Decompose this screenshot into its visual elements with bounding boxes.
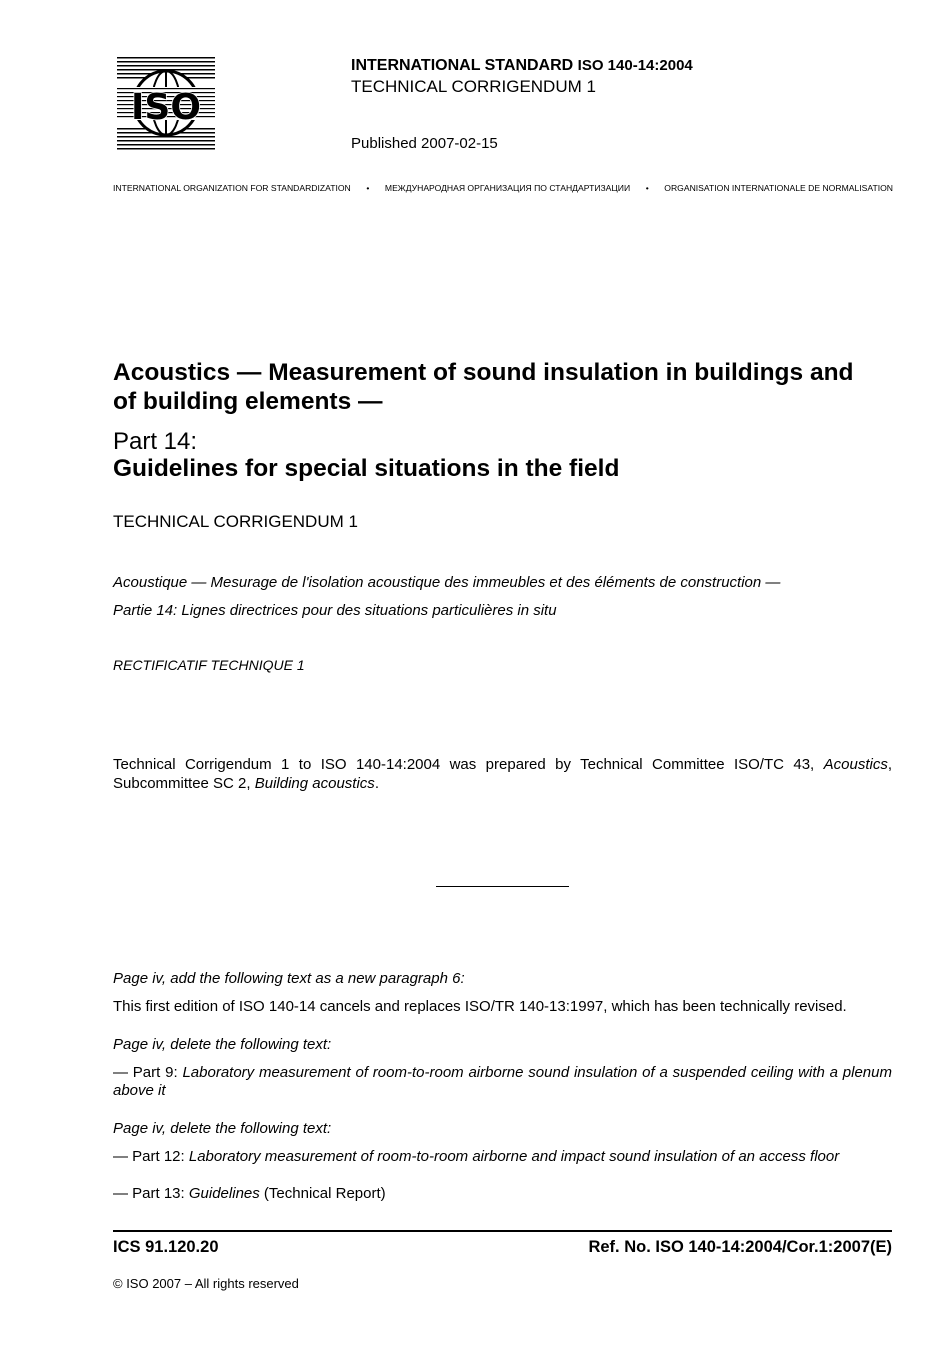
published-date: Published 2007-02-15 — [351, 135, 498, 152]
header-subtitle: TECHNICAL CORRIGENDUM 1 — [351, 77, 596, 96]
copyright: © ISO 2007 – All rights reserved — [113, 1276, 299, 1291]
correction-1-text: This first edition of ISO 140-14 cancels and replaces ISO/TR 140-13:1997, which has been technically revised. — [113, 998, 847, 1015]
french-title-line-1: Acoustique — Mesurage de l'isolation acoustique des immeubles et des éléments de construction — — [113, 574, 781, 591]
correction-4-title: Guidelines — [188, 1185, 260, 1202]
prep-text-1: Technical Corrigendum 1 to ISO 140-14:2004 was prepared by Technical Committee ISO/TC 43, — [113, 756, 824, 773]
correction-2-title: Laboratory measurement of room-to-room airborne sound insulation of a suspended ceiling with a plenum above it — [113, 1064, 892, 1099]
prep-committee: Acoustics — [823, 756, 888, 773]
correction-3-title: Laboratory measurement of room-to-room airborne and impact sound insulation of an access floor — [188, 1148, 840, 1165]
instruction-2: Page iv, delete the following text: — [113, 1036, 332, 1053]
french-rectificatif: RECTIFICATIF TECHNIQUE 1 — [113, 657, 305, 673]
standard-number: ISO 140-14:2004 — [577, 57, 693, 74]
separator-line — [436, 886, 569, 887]
preparation-paragraph — [113, 755, 892, 793]
prep-text-2: , Subcommittee SC 2, — [113, 756, 892, 792]
correction-3-prefix: — Part 12: — [113, 1148, 189, 1165]
correction-2-text — [113, 1064, 892, 1100]
instruction-3: Page iv, delete the following text: — [113, 1120, 332, 1137]
prep-subcommittee: Building acoustics — [254, 775, 375, 792]
title-line-1: Acoustics — Measurement of sound insulation in buildings and — [113, 359, 854, 386]
correction-4-prefix: — Part 13: — [113, 1185, 189, 1202]
prep-text-3: . — [374, 775, 379, 792]
corrigendum-label: TECHNICAL CORRIGENDUM 1 — [113, 512, 358, 531]
org-name-fr: ORGANISATION INTERNATIONALE DE NORMALISATION — [664, 183, 893, 193]
org-separator: • — [645, 183, 649, 193]
document-title — [113, 358, 903, 416]
part-title: Guidelines for special situations in the field — [113, 455, 620, 482]
correction-2-prefix: — Part 9: — [113, 1064, 183, 1081]
part-label: Part 14: — [113, 428, 198, 455]
org-name-ru: МЕЖДУНАРОДНАЯ ОРГАНИЗАЦИЯ ПО СТАНДАРТИЗАЦИИ — [384, 183, 631, 193]
standard-title — [351, 56, 693, 76]
org-name-en: INTERNATIONAL ORGANIZATION FOR STANDARDIZATION — [113, 183, 351, 193]
ics-code: ICS 91.120.20 — [113, 1238, 219, 1256]
organization-names — [113, 183, 893, 193]
reference-number: Ref. No. ISO 140-14:2004/Cor.1:2007(E) — [588, 1238, 892, 1256]
correction-4-suffix: (Technical Report) — [259, 1185, 386, 1202]
french-title-line-2: Partie 14: Lignes directrices pour des situations particulières in situ — [113, 602, 557, 619]
iso-logo — [117, 57, 215, 150]
title-line-2: of building elements — — [113, 388, 383, 415]
footer-rule — [113, 1230, 892, 1232]
instruction-1: Page iv, add the following text as a new paragraph 6: — [113, 970, 465, 987]
standard-label: INTERNATIONAL STANDARD — [351, 57, 574, 74]
correction-4-text — [113, 1185, 386, 1202]
iso-logo-text: ISO — [131, 87, 201, 128]
correction-3-text — [113, 1148, 839, 1165]
org-separator: • — [366, 183, 370, 193]
